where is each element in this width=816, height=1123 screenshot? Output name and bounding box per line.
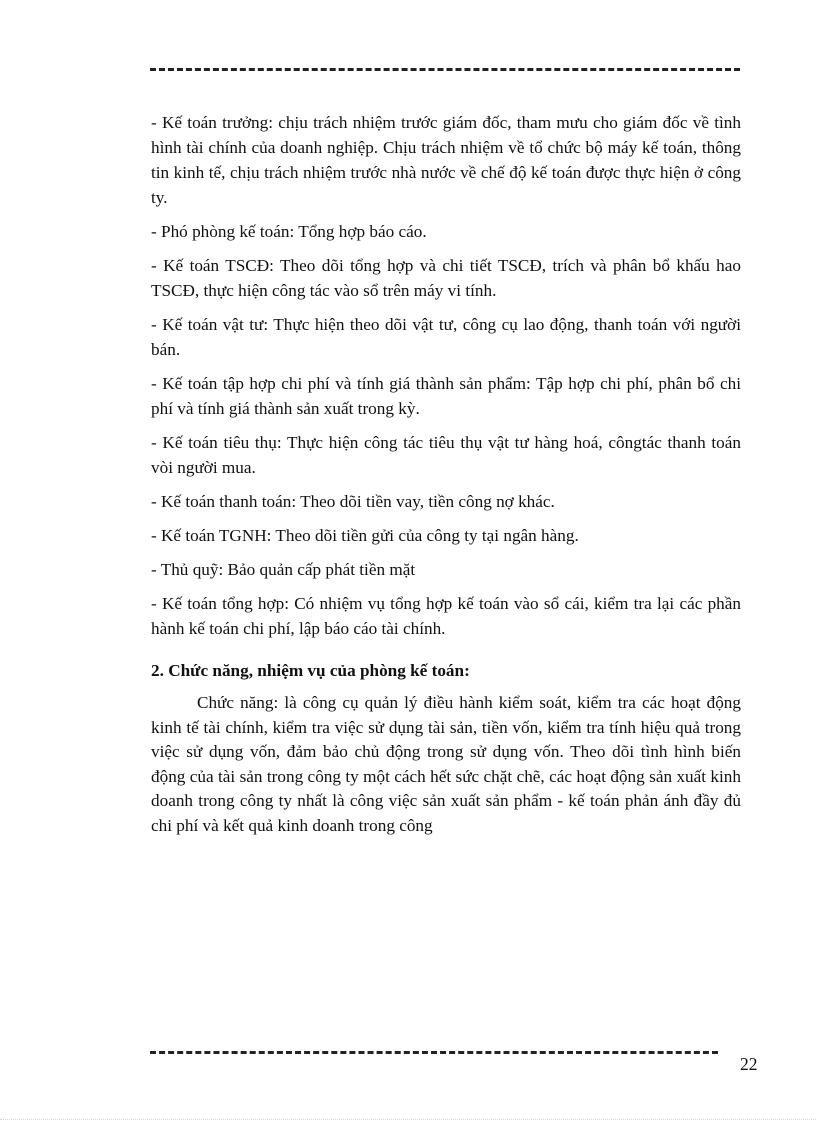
paragraph-tong-hop: - Kế toán tổng hợp: Có nhiệm vụ tổng hợp kế toán vào sổ cái, kiểm tra lại các phần hành kế toán chi phí, lập báo cáo tài chính. — [151, 594, 741, 638]
page-edge-divider — [0, 1119, 816, 1120]
page-number: 22 — [740, 1054, 758, 1074]
section-heading: 2. Chức năng, nhiệm vụ của phòng kế toán: — [151, 661, 470, 680]
paragraph-tscd: - Kế toán TSCĐ: Theo dõi tổng hợp và chi tiết TSCĐ, trích và phân bổ khấu hao TSCĐ, thực hiện công tác vào sổ trên máy vi tính. — [151, 256, 741, 300]
paragraph-thu-quy: - Thủ quỹ: Bảo quản cấp phát tiền mặt — [151, 560, 416, 579]
paragraph-ke-toan-truong: - Kế toán trưởng: chịu trách nhiệm trước giám đốc, tham mưu cho giám đốc về tình hình tài chính của doanh nghiệp. Chịu trách nhiệm về tổ chức bộ máy kế toán, thông tin kinh tế, chịu trách nhiệm trước nhà nước về chế độ kế toán được thực hiện ở công ty. — [151, 113, 741, 207]
paragraph-chi-phi-gia-thanh: - Kế toán tập hợp chi phí và tính giá thành sản phẩm: Tập hợp chi phí, phân bổ chi phí và tính giá thành sản xuất trong kỳ. — [151, 374, 741, 418]
page-content — [151, 110, 741, 838]
footer-rule — [150, 1051, 718, 1054]
paragraph-tieu-thu: - Kế toán tiêu thụ: Thực hiện công tác tiêu thụ vật tư hàng hoá, côngtác thanh toán vòi người mua. — [151, 433, 741, 477]
paragraph-vat-tu: - Kế toán vật tư: Thực hiện theo dõi vật tư, công cụ lao động, thanh toán với người bán. — [151, 315, 741, 359]
paragraph-tgnh: - Kế toán TGNH: Theo dõi tiền gửi của công ty tại ngân hàng. — [151, 526, 579, 545]
paragraph-thanh-toan: - Kế toán thanh toán: Theo dõi tiền vay, tiền công nợ khác. — [151, 492, 555, 511]
header-rule — [150, 68, 740, 71]
paragraph-pho-phong: - Phó phòng kế toán: Tổng hợp báo cáo. — [151, 222, 427, 241]
section-body: Chức năng: là công cụ quản lý điều hành kiểm soát, kiểm tra các hoạt động kinh tế tài chính, kiểm tra việc sử dụng tài sản, tiền vốn, kiểm tra tính hiệu quả trong việc sử dụng vốn, đảm bảo chủ động trong sử dụng vốn. Theo dõi tình hình biến động của tài sản trong công ty một cách hết sức chặt chẽ, các hoạt động sản xuất kinh doanh trong công ty nhất là công việc sản xuất sản phẩm - kế toán phản ánh đầy đủ chi phí và kết quả kinh doanh trong công — [151, 693, 741, 835]
